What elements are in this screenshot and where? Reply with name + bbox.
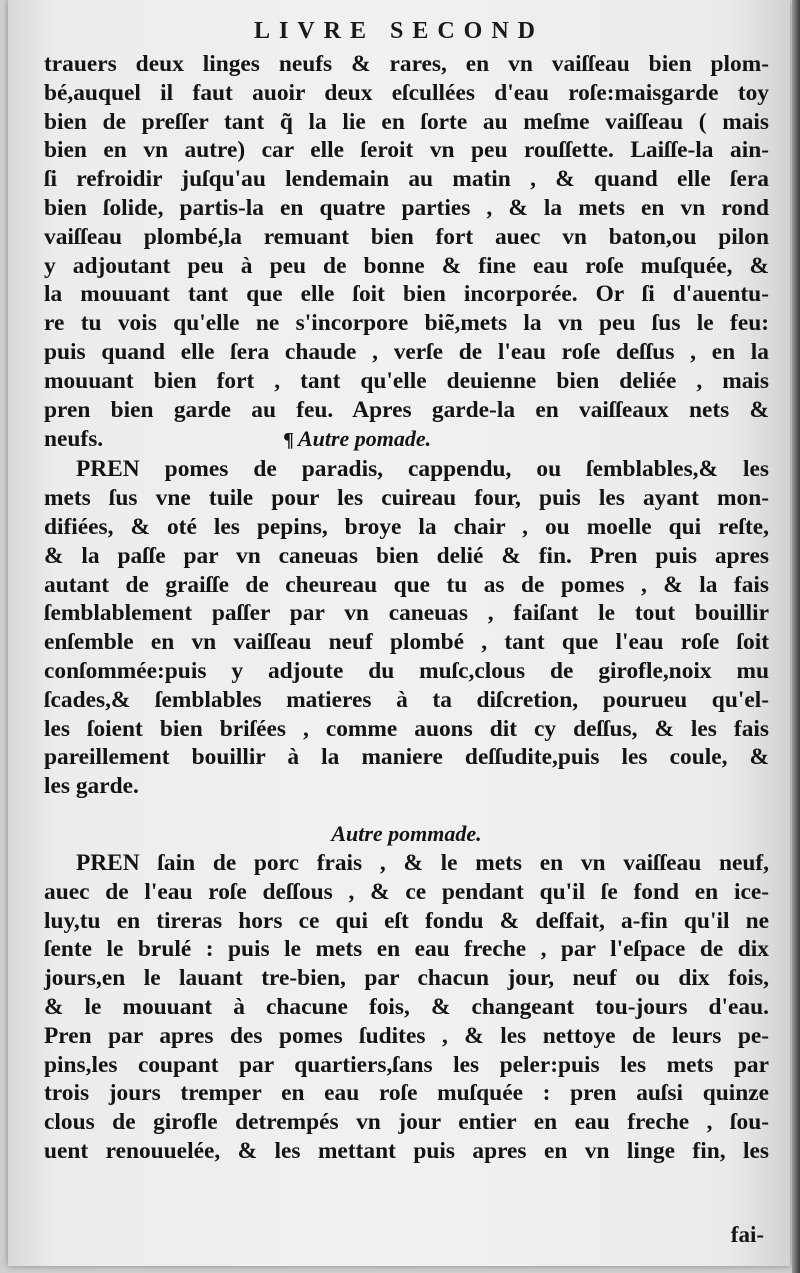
text-line: & la paſſe par vn caneuas bien delié & fin. Pren puis apres bbox=[44, 542, 769, 569]
text-line: mouuant bien fort , tant qu'elle deuienne bien deliée , mais bbox=[44, 367, 769, 394]
text-line: clous de girofle detrempés vn jour entier en eau freche , ſou- bbox=[44, 1109, 769, 1136]
pilcrow-mark: ¶ bbox=[283, 429, 294, 452]
text-line: les ſoient bien briſées , comme auons dit cy deſſus, & les fais bbox=[44, 715, 769, 742]
text-line: enſemble en vn vaiſſeau neuf plombé , tant que l'eau roſe ſoit bbox=[44, 629, 769, 656]
text-line: Pren par apres des pomes ſudites , & les nettoye de leurs pe- bbox=[44, 1022, 769, 1049]
text-line: bien de preſſer tant q̃ la lie en ſorte au meſme vaiſſeau ( mais bbox=[44, 108, 769, 135]
catchword: fai- bbox=[730, 1222, 764, 1247]
text-line: PREN pomes de paradis, cappendu, ou ſemblables,& les bbox=[76, 456, 769, 483]
text-line: trauers deux linges neufs & rares, en vn vaiſſeau bien plom- bbox=[44, 51, 769, 77]
paragraph-1 bbox=[44, 50, 769, 455]
text-line: ſi refroidir juſqu'au lendemain au matin , & quand elle ſera bbox=[44, 166, 769, 193]
text-line: vaiſſeau plombé,la remuant bien fort auec vn baton,ou pilon bbox=[44, 223, 769, 250]
text-line: auec de l'eau roſe deſſous , & ce pendant qu'il ſe fond en ice- bbox=[44, 878, 769, 905]
text-line: neufs. bbox=[44, 426, 104, 453]
text-line: autant de graiſſe de cheureau que tu as de pomes , & la fais bbox=[44, 571, 769, 598]
text-line: bien ſolide, partis-la en quatre parties , & la mets en vn rond bbox=[44, 194, 769, 221]
text-line: bien en vn autre) car elle ſeroit vn peu rouſſette. Laiſſe-la ain- bbox=[44, 137, 769, 164]
text-line: ſcades,& ſemblables matieres à ta diſcretion, pourueu qu'el- bbox=[44, 686, 769, 713]
text-line: ſemblablement paſſer par vn caneuas , faiſant le tout bouillir bbox=[44, 600, 769, 627]
text-line: puis quand elle ſera chaude , verſe de l'eau roſe deſſus , en la bbox=[44, 338, 769, 365]
text-line: bé,auquel il faut auoir deux eſcullées d'eau roſe:maisgarde toy bbox=[44, 79, 769, 106]
text-line-with-heading bbox=[44, 424, 769, 455]
text-line: ſente le brulé : puis le mets en eau freche , par l'eſpace de dix bbox=[44, 936, 769, 963]
text-line: conſommée:puis y adjoute du muſc,clous de girofle,noix mu bbox=[44, 657, 769, 684]
text-line: uent renouuelée, & les mettant puis apres en vn linge fin, les bbox=[44, 1137, 769, 1164]
text-line: PREN ſain de porc frais , & le mets en vn vaiſſeau neuf, bbox=[76, 849, 769, 876]
book-edge-shadow bbox=[792, 0, 800, 1273]
text-line: pareillement bouillir à la maniere deſſudite,puis les coule, & bbox=[44, 744, 769, 771]
section-heading-autre-pommade: Autre pommade. bbox=[331, 820, 482, 846]
text-line: pins,les coupant par quartiers,ſans les peler:puis les mets par bbox=[44, 1051, 769, 1078]
section-heading-autre-pomade: ¶ Autre pomade. bbox=[283, 426, 432, 452]
text-line: pren bien garde au feu. Apres garde-la en vaiſſeaux nets & bbox=[44, 396, 769, 423]
text-line: difiées, & oté les pepins, broye la chair , ou moelle qui reſte, bbox=[44, 513, 769, 540]
text-line: les garde. bbox=[44, 773, 139, 800]
book-page bbox=[8, 0, 790, 1266]
paragraph-3 bbox=[44, 849, 769, 1166]
text-line: luy,tu en tireras hors ce qui eſt fondu & deſfait, a-fin qu'il ne bbox=[44, 907, 769, 934]
text-line: re tu vois qu'elle ne s'incorpore biẽ,mets la vn peu ſus le feu: bbox=[44, 310, 769, 337]
running-head: LIVRE SECOND bbox=[253, 18, 545, 44]
paragraph-2 bbox=[44, 455, 769, 801]
text-line: & le mouuant à chacune fois, & changeant tou-jours d'eau. bbox=[44, 993, 769, 1020]
text-line: jours,en le lauant tre-bien, par chacun jour, neuf ou dix fois, bbox=[44, 965, 769, 992]
text-line: mets ſus vne tuile pour les cuireau four, puis les ayant mon- bbox=[44, 485, 769, 512]
text-line: y adjoutant peu à peu de bonne & fine eau roſe muſquée, & bbox=[44, 252, 769, 279]
text-line: trois jours tremper en eau roſe muſquée : pren auſsi quinze bbox=[44, 1080, 769, 1107]
page-body bbox=[44, 50, 769, 1166]
text-line: la mouuant tant que elle ſoit bien incorporée. Or ſi d'auentu- bbox=[44, 281, 769, 308]
spacer bbox=[44, 801, 769, 819]
